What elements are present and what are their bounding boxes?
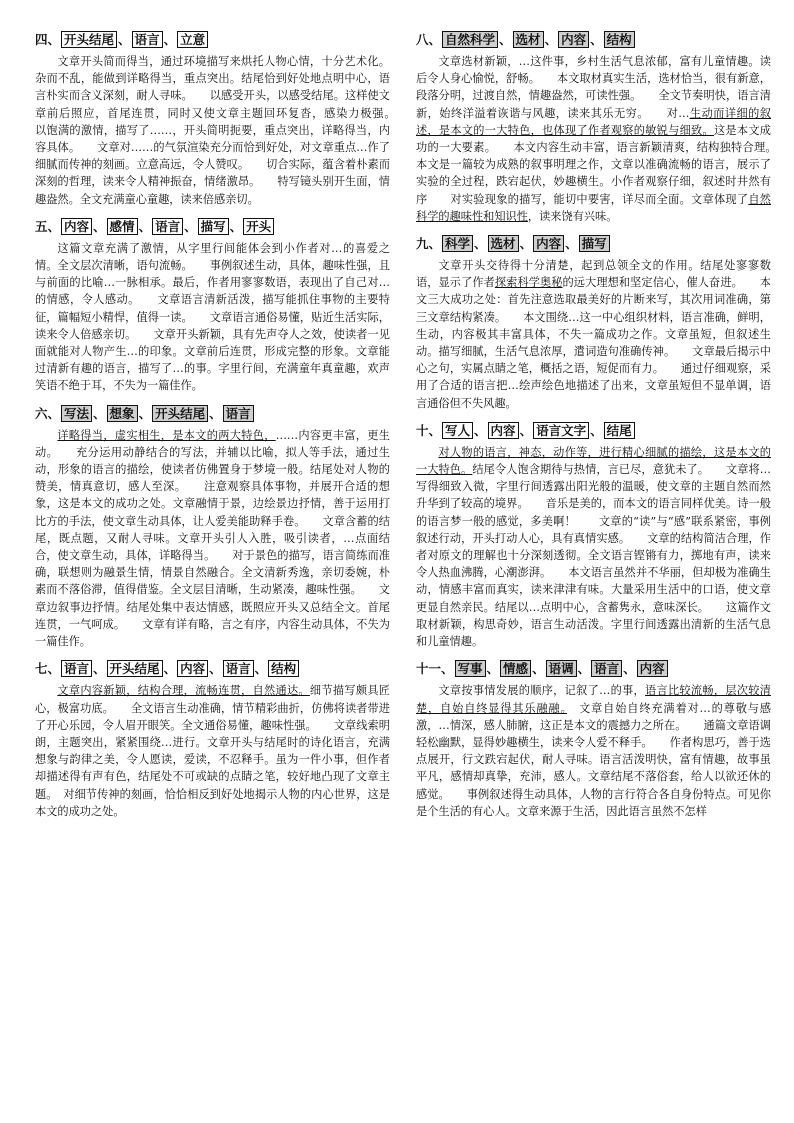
section-keyword-tag: 内容 bbox=[637, 660, 668, 677]
comment-text: 这篇文章充满了激情，从字里行间能体会到小作者对…的喜爱之情。全文层次清晰，语句流畅。 事例叙述生动，具体，趣味性强，且与前面的比喻…一脉相承。最后，作者用寥寥数语，表现出了自己对…的情感，令人感动。 文章语言清新活泼，描写能抓住事物的主要特征，篇幅短小精悍，值得一读。 文章语言通俗易懂，贴近生活实际，读来令人倍感亲切。 文章开头新颖，具有先声夺人之效，使读者一见面就能对人物产生…的印象。文章前后连贯，形成完整的形象。文章能过清新有趣的语言，描写了…的事。字里行间，充满童年真童趣，欢声笑语不绝于耳，不失为一篇佳作。 bbox=[35, 241, 390, 393]
underlined-phrase: 生动而详细的叙述，是本文的一大特色，也体现了作者观察的敏锐与细致。 bbox=[416, 106, 771, 137]
section-keyword-tag: 结构 bbox=[268, 660, 299, 677]
section-keyword-tag: 想象 bbox=[107, 405, 138, 422]
comment-text: 文章自始自终充满着对…的尊敬与感激，…情深，感人肺腑，这正是本文的震撼力之所在。 通篇文章语调轻松幽默，显得妙趣横生，读来令人爱不释手。 作者构思巧，善于选点展开，行文跌宕起伏，耐人寻味。语言活泼明快，富有情趣，故事虽平凡，感情却真挚，充沛，感人。文章结尾不落俗套，给人以欲还休的感觉。 事例叙述得生动具体，人物的言行符合各自身份特点。可见你是个生活的有心人。文章来源于生活，因此语言虽然不怎样 bbox=[416, 701, 771, 818]
comment-text: 的远大理想和坚定信心，催人奋进。 本文三大成功之处：首先注意选取最美好的片断来写，其次用词准确，第三文章结构紧凑。 本文围绕…这一中心组织材料，语言准确，鲜明，生动，内容极其丰富具体，不失一篇成功之作。文章虽短，但叙述生动。描写细腻，生活气息浓厚，遣词造句准确传神。 文章最后揭示中心之句，实属点睛之笔，概括之语，短促而有力。 通过仔细观察，采用了合适的语言把…绘声绘色地描述了出来，文章虽短但不显单调，语言通俗但不失风趣。 bbox=[416, 276, 771, 410]
section-keyword-tag: 语言 bbox=[61, 660, 92, 677]
comment-text: ……内容更丰富，更生动。 充分运用动静结合的写法，并辅以比喻，拟人等手法，通过生动，形象的语言的描绘，使读者仿佛置身于梦境一般。结尾处对人物的赞美，情真意切，感人至深。 注意观察具体事物，并展开合适的想象，这是本文的成功之处。文章融情于景，边绘景边抒情，善于运用打比方的手法，使文章生动具体，让人爱美能助释手卷。 文章含蓄的结尾，既点题，又耐人寻味。文章开头引人入胜，吸引读者，…点面结合，使文章生动，具体，详略得当。 对于景色的描写，语言简练而准确，联想则为融景生情，情景自然融合。全文清新秀逸，亲切委婉，朴素而不落俗滞，值得借鉴。全文层目清晰，生动紧凑，趣味性强。 文章边叙事边抒情。结尾处集中表达情感，既照应开头又总结全文。首尾连贯，一气呵成。 文章有详有略，言之有序，内容生动具体，不失为一篇佳作。 bbox=[35, 428, 390, 649]
section-heading: 八、 自然科学 、 选材 、 内容 、 结构 bbox=[416, 30, 771, 50]
section-body bbox=[416, 682, 771, 820]
section-heading: 六、 写法 、 想象 、 开头结尾 、 语言 bbox=[35, 404, 390, 424]
underlined-phrase: 探索科学奥秘 bbox=[494, 276, 563, 290]
review-section bbox=[416, 659, 771, 820]
section-number: 九、 bbox=[416, 236, 442, 252]
underlined-phrase: 详略得当，虚实相生，是本文的两大特色， bbox=[57, 428, 276, 442]
section-body bbox=[416, 53, 794, 225]
section-body bbox=[35, 240, 390, 395]
comment-text: 文章开头简而得当，通过环境描写来烘托人物心情，十分艺术化。杂而不乱，能做到详略得当，重点突出。结尾恰到好处地点明中心，语言朴实而含义深刻，耐人寻味。 以感受开头，以感受结尾。这样使文章前后照应，首尾连贯，同时又使文章主题回环复沓，感染力极强。 以饱满的激情，描写了……，开头简明扼要，重点突出，详略得当，内容具体。 文章对……的气氛渲染充分而恰到好处，对文章重点…作了细腻而传神的刻画。立意高远，令人赞叹。 切合实际，蕴含着朴素而深刻的哲理，读来令人精神振奋，情绪激昂。 特写镜头别开生面，情趣盎然。全文充满童心童趣，读来倍感亲切。 bbox=[35, 55, 413, 206]
section-number: 十、 bbox=[416, 422, 442, 438]
underlined-phrase: 对人物的语言，神态，动作等，进行精心细腻的描绘，这是本文的一大特色。 bbox=[416, 445, 771, 477]
section-number: 四、 bbox=[35, 32, 61, 47]
section-heading: 十、 写人 、 内容 、 语言文字 、 结尾 bbox=[416, 421, 771, 441]
section-keyword-tag: 科学 bbox=[442, 235, 473, 252]
section-body bbox=[35, 682, 390, 820]
underlined-phrase: 文章内容新颖，结构合理，流畅连贯，自然通达。 bbox=[57, 684, 310, 698]
section-keyword-tag: 语言 bbox=[152, 218, 183, 235]
section-keyword-tag: 内容 bbox=[533, 235, 564, 252]
review-section bbox=[416, 30, 794, 225]
section-keyword-tag: 开头结尾 bbox=[152, 405, 208, 422]
section-keyword-tag: 语言 bbox=[591, 660, 622, 677]
comment-text: 细节描写颇具匠心，极富功底。 全文语言生动准确，情节精彩曲折，仿佛将读者带进了开心乐园，令人眉开眼笑。全文通俗易懂，趣味性强。 文章线索明朗，主题突出，紧紧围绕…进行。文章开头与结尾时的诗化语言，充满想象与韵律之美，令人愿读，爱读，不忍释手。虽为一件小事，但作者却描述得有声有色，结尾处不可或缺的点睛之笔，较好地凸现了文章主题。 对细节传神的刻画，恰恰相反到好处地揭示人物的内心世界，这是本文的成功之处。 bbox=[35, 684, 390, 818]
section-keyword-tag: 立意 bbox=[177, 31, 208, 48]
section-keyword-tag: 情感 bbox=[500, 660, 531, 677]
section-number: 十一、 bbox=[416, 661, 454, 677]
section-heading: 四、 开头结尾 、 语言 、 立意 bbox=[35, 30, 390, 50]
comment-text: 文章选材新颖，…这件事，乡村生活气息浓郁，富有儿童情趣。读后令人身心愉悦，舒畅。 本文取材真实生活，选材恰当，很有新意，段落分明，过渡自然，情趣盎然，可读性强。 全文节奏明快，语言清新，始终洋溢着诙谐与风趣，读来其乐无穷。 对… bbox=[416, 55, 771, 120]
comment-text: 文章按事情发展的顺序，记叙了…的事， bbox=[438, 684, 645, 698]
section-keyword-tag: 内容 bbox=[488, 422, 519, 439]
section-keyword-tag: 选材 bbox=[488, 235, 519, 252]
section-number: 七、 bbox=[35, 661, 61, 677]
underlined-phrase: 自然科学的趣味性和知识性 bbox=[416, 192, 771, 223]
section-number: 六、 bbox=[35, 405, 61, 421]
section-keyword-tag: 语言 bbox=[223, 660, 254, 677]
section-heading: 九、 科学 、 选材 、 内容 、 描写 bbox=[416, 234, 771, 254]
review-section bbox=[35, 217, 390, 395]
section-keyword-tag: 语言 bbox=[223, 405, 254, 422]
review-section bbox=[416, 234, 771, 412]
right-column bbox=[416, 30, 794, 829]
section-body bbox=[35, 427, 390, 651]
section-body bbox=[35, 53, 413, 208]
section-heading: 七、 语言 、 开头结尾 、 内容 、 语言 、 结构 bbox=[35, 659, 390, 679]
section-keyword-tag: 写事 bbox=[455, 660, 486, 677]
section-keyword-tag: 开头结尾 bbox=[61, 31, 117, 48]
section-keyword-tag: 开头 bbox=[243, 218, 274, 235]
section-keyword-tag: 内容 bbox=[61, 218, 92, 235]
section-keyword-tag: 开头结尾 bbox=[107, 660, 163, 677]
section-keyword-tag: 内容 bbox=[177, 660, 208, 677]
section-keyword-tag: 选材 bbox=[513, 31, 544, 48]
left-column bbox=[35, 30, 413, 829]
section-body bbox=[416, 257, 771, 412]
review-section bbox=[416, 421, 771, 650]
section-keyword-tag: 内容 bbox=[558, 31, 589, 48]
section-keyword-tag: 写法 bbox=[61, 405, 92, 422]
section-keyword-tag: 语言文字 bbox=[533, 422, 589, 439]
section-keyword-tag: 结构 bbox=[604, 31, 635, 48]
section-keyword-tag: 语言 bbox=[132, 31, 163, 48]
section-keyword-tag: 感情 bbox=[107, 218, 138, 235]
review-section bbox=[35, 404, 390, 651]
comment-text: ，读来饶有兴味。 bbox=[527, 209, 618, 223]
section-heading: 十一、 写事 、 情感 、 语调 、 语言 、 内容 bbox=[416, 659, 771, 679]
review-section bbox=[35, 30, 413, 208]
section-keyword-tag: 自然科学 bbox=[442, 31, 498, 48]
section-number: 八、 bbox=[416, 32, 442, 47]
section-keyword-tag: 描写 bbox=[579, 235, 610, 252]
section-heading: 五、 内容 、 感情 、 语言 、 描写 、 开头 bbox=[35, 217, 390, 237]
section-keyword-tag: 描写 bbox=[198, 218, 229, 235]
comment-text: 结尾令人饱含期待与热情，言已尽，意犹未了。 文章将…写得细致入微，字里行间透露出阳光般的温暖，使文章的主题自然而然升华到了较高的境界。 音乐是美的，而本文的语言同样优美。诗一般的语言梦一般的感觉，多美啊！ 文章的“读”与“感”联系紧密，事例叙述行动，开头打动人心，具有真情实感。 文章的结构简洁合理，作者对原文的理解也十分深刻透彻。全文语言铿锵有力，掷地有声，读来令人热血沸腾，心潮澎湃。 本文语言虽然并不华丽，但却极为准确生动，情感丰富而真实，读来津津有味。大量采用生活中的口语，使文章更显自然亲民。结尾以…点明中心，含蓄隽永，意味深长。 这篇作文取材新颖，构思奇妙，语言生动活泼。字里行间透露出清新的生活气息和儿童情趣。 bbox=[416, 463, 771, 649]
comment-text: 文章开头交待得十分清楚，起到总领全文的作用。结尾处寥寥数语，显示了作者 bbox=[416, 259, 771, 290]
section-keyword-tag: 写人 bbox=[442, 422, 473, 439]
section-keyword-tag: 语调 bbox=[546, 660, 577, 677]
review-section bbox=[35, 659, 390, 820]
comment-text: 这是本文成功的一大要素。 本文内容生动丰富，语言新颖清爽，结构独特合理。 本文是一篇较为成熟的叙事明理之作，文章以准确流畅的语言，展示了实验的全过程，跌宕起伏，妙趣横生。小作者观察仔细，叙述时井然有序 对实验现象的描写，能切中要害，详尽而全面。文章体现了 bbox=[416, 123, 794, 206]
section-keyword-tag: 结尾 bbox=[604, 422, 635, 439]
section-body bbox=[416, 444, 771, 650]
section-number: 五、 bbox=[35, 218, 61, 234]
underlined-phrase: 语言比较流畅，层次较清楚，自始自终显得其乐融融。 bbox=[416, 684, 771, 715]
